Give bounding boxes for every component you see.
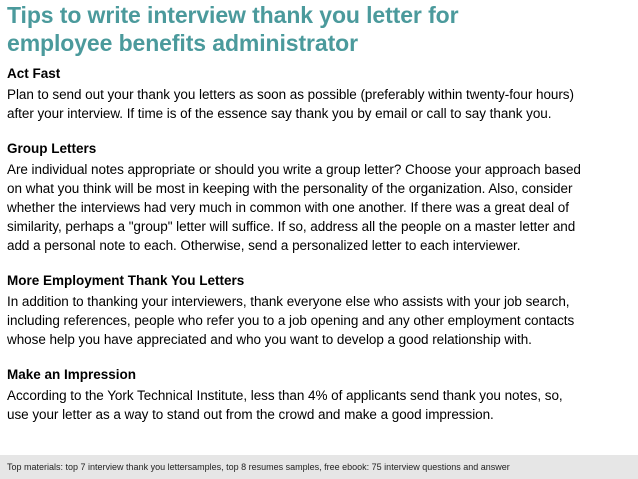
main-content xyxy=(7,64,634,424)
section-heading: More Employment Thank You Letters xyxy=(7,273,245,288)
footer-bar xyxy=(0,455,638,479)
section-body xyxy=(7,292,634,349)
body-line: after your interview. If time is of the essence say thank you by email or call to say thank you. xyxy=(7,106,552,121)
body-line: similarity, perhaps a "group" letter will suffice. If so, address all the people on a master letter and xyxy=(7,219,576,234)
footer-text: Top materials: top 7 interview thank you lettersamples, top 8 resumes samples, free ebook: 75 interview questions and answer xyxy=(7,462,510,472)
section-body xyxy=(7,386,634,424)
section-make-impression xyxy=(7,365,634,424)
section-heading: Make an Impression xyxy=(7,367,137,382)
title-line-1: Tips to write interview thank you letter for xyxy=(7,2,459,28)
section-act-fast xyxy=(7,64,634,123)
section-body xyxy=(7,160,634,255)
section-group-letters xyxy=(7,139,634,255)
section-heading: Group Letters xyxy=(7,141,97,156)
body-line: on what you think will be most in keeping with the personality of the organization. Also, consider xyxy=(7,181,573,196)
title-line-2: employee benefits administrator xyxy=(7,30,358,56)
page-title xyxy=(7,1,635,57)
section-heading: Act Fast xyxy=(7,66,61,81)
body-line: whose help you have appreciated and who you want to develop a good relationship with. xyxy=(7,332,532,347)
body-line: including references, people who refer you to a job opening and any other employment contacts xyxy=(7,313,575,328)
body-line: whether the interviews had very much in common with one another. If there was a great deal of xyxy=(7,200,569,215)
body-line: use your letter as a way to stand out from the crowd and make a good impression. xyxy=(7,407,494,422)
section-body xyxy=(7,85,634,123)
section-more-employment xyxy=(7,271,634,349)
body-line: In addition to thanking your interviewers, thank everyone else who assists with your job search, xyxy=(7,294,570,309)
body-line: add a personal note to each. Otherwise, send a personalized letter to each interviewer. xyxy=(7,238,521,253)
body-line: Are individual notes appropriate or should you write a group letter? Choose your approach based xyxy=(7,162,581,177)
body-line: Plan to send out your thank you letters as soon as possible (preferably within twenty-four hours) xyxy=(7,87,574,102)
body-line: According to the York Technical Institute, less than 4% of applicants send thank you notes, so, xyxy=(7,388,563,403)
